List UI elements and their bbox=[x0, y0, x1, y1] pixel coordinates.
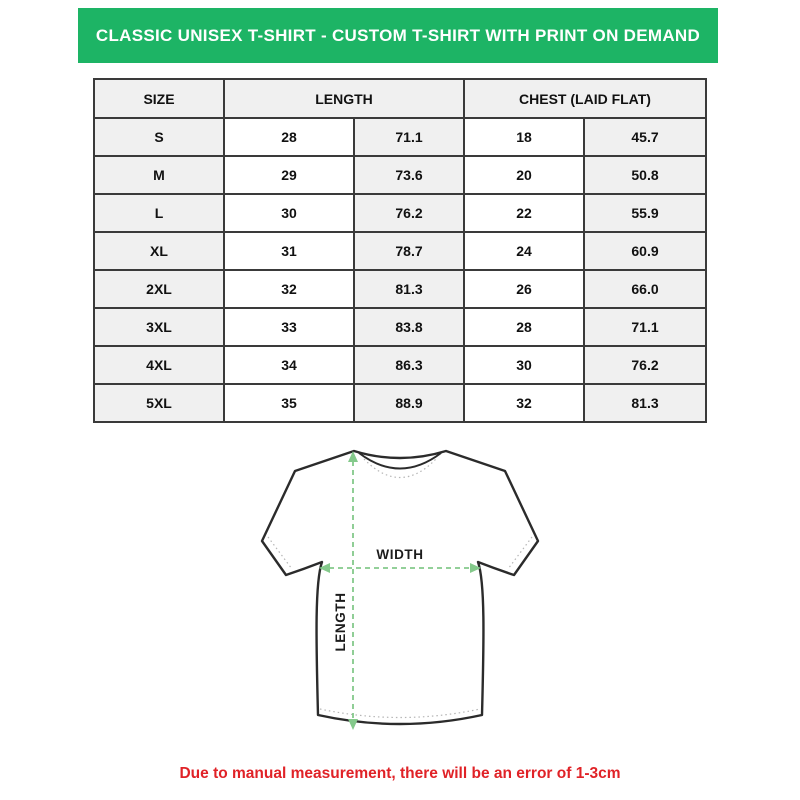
chest-in-cell: 32 bbox=[464, 384, 584, 422]
chest-in-cell: 18 bbox=[464, 118, 584, 156]
size-cell: XL bbox=[94, 232, 224, 270]
length-in-cell: 30 bbox=[224, 194, 354, 232]
tshirt-measurement-diagram bbox=[248, 438, 552, 756]
chest-cm-cell: 45.7 bbox=[584, 118, 706, 156]
size-cell: M bbox=[94, 156, 224, 194]
length-in-cell: 33 bbox=[224, 308, 354, 346]
length-cm-cell: 78.7 bbox=[354, 232, 464, 270]
table-row bbox=[94, 232, 706, 270]
length-in-cell: 35 bbox=[224, 384, 354, 422]
chest-cm-cell: 55.9 bbox=[584, 194, 706, 232]
size-cell: 2XL bbox=[94, 270, 224, 308]
length-cm-cell: 73.6 bbox=[354, 156, 464, 194]
table-row bbox=[94, 346, 706, 384]
title-banner bbox=[78, 8, 718, 63]
length-in-cell: 31 bbox=[224, 232, 354, 270]
col-header-size: SIZE bbox=[94, 79, 224, 118]
size-cell: L bbox=[94, 194, 224, 232]
size-cell: 5XL bbox=[94, 384, 224, 422]
banner-title: CLASSIC UNISEX T-SHIRT - CUSTOM T-SHIRT WITH PRINT ON DEMAND bbox=[95, 25, 701, 45]
length-in-cell: 34 bbox=[224, 346, 354, 384]
length-cm-cell: 86.3 bbox=[354, 346, 464, 384]
chest-in-cell: 24 bbox=[464, 232, 584, 270]
chest-cm-cell: 60.9 bbox=[584, 232, 706, 270]
table-row bbox=[94, 270, 706, 308]
chest-in-cell: 20 bbox=[464, 156, 584, 194]
col-header-chest: CHEST (LAID FLAT) bbox=[464, 79, 706, 118]
chest-cm-cell: 81.3 bbox=[584, 384, 706, 422]
size-cell: 3XL bbox=[94, 308, 224, 346]
chest-cm-cell: 71.1 bbox=[584, 308, 706, 346]
table-row bbox=[94, 384, 706, 422]
table-row bbox=[94, 118, 706, 156]
width-label: WIDTH bbox=[376, 547, 424, 562]
size-cell: 4XL bbox=[94, 346, 224, 384]
size-chart-table bbox=[93, 78, 707, 423]
table-row bbox=[94, 156, 706, 194]
size-cell: S bbox=[94, 118, 224, 156]
table-header-row bbox=[94, 79, 706, 118]
chest-cm-cell: 76.2 bbox=[584, 346, 706, 384]
chest-in-cell: 26 bbox=[464, 270, 584, 308]
measurement-error-note: Due to manual measurement, there will be an error of 1-3cm bbox=[179, 765, 621, 782]
arrow-down-icon bbox=[348, 719, 358, 730]
length-cm-cell: 71.1 bbox=[354, 118, 464, 156]
length-in-cell: 32 bbox=[224, 270, 354, 308]
table-row bbox=[94, 308, 706, 346]
table-row bbox=[94, 194, 706, 232]
length-cm-cell: 76.2 bbox=[354, 194, 464, 232]
chest-cm-cell: 50.8 bbox=[584, 156, 706, 194]
length-label: LENGTH bbox=[333, 592, 348, 652]
length-in-cell: 28 bbox=[224, 118, 354, 156]
chest-in-cell: 22 bbox=[464, 194, 584, 232]
length-in-cell: 29 bbox=[224, 156, 354, 194]
tshirt-outline bbox=[262, 451, 538, 724]
chest-in-cell: 28 bbox=[464, 308, 584, 346]
length-cm-cell: 83.8 bbox=[354, 308, 464, 346]
chest-cm-cell: 66.0 bbox=[584, 270, 706, 308]
length-cm-cell: 81.3 bbox=[354, 270, 464, 308]
chest-in-cell: 30 bbox=[464, 346, 584, 384]
length-cm-cell: 88.9 bbox=[354, 384, 464, 422]
col-header-length: LENGTH bbox=[224, 79, 464, 118]
